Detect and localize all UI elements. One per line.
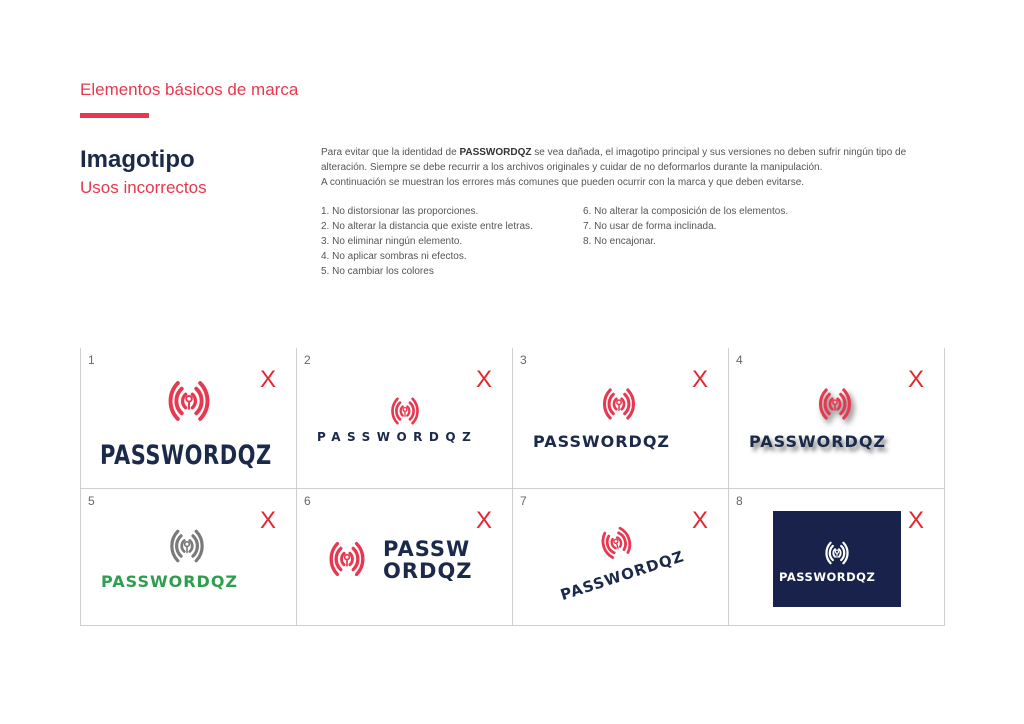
- example-cell-5: [81, 488, 297, 626]
- incorrect-uses-grid: [80, 348, 944, 626]
- rule-item: 2. No alterar la distancia que existe entre letras.: [321, 221, 533, 232]
- intro-text-rest: se vea dañada, el imagotipo principal y sus versiones no deben sufrir ningún tipo de alteración. Siempre se debe recurrir a los archivos originales y cuidar de no deformarlos durante la manipulación.: [321, 147, 907, 173]
- wordmark: PASSWORDQZ: [779, 570, 876, 584]
- x-mark: X: [259, 507, 276, 534]
- wordmark: PASSWORDQZ: [100, 440, 272, 470]
- rule-item: 5. No cambiar los colores: [321, 266, 434, 277]
- intro-text-start: Para evitar que la identidad de: [321, 147, 460, 158]
- wordmark: PASSWORDQZ: [533, 432, 671, 451]
- wordmark-line-2: ORDQZ: [383, 559, 473, 583]
- section-title-underline: [80, 113, 149, 118]
- wireless-signal-keyhole-icon: [807, 382, 863, 426]
- example-cell-7: [513, 488, 729, 626]
- example-cell-4: [729, 348, 945, 488]
- wordmark-line-1: PASSW: [383, 537, 471, 561]
- example-number: 8: [736, 494, 743, 508]
- x-mark: X: [907, 366, 924, 393]
- example-number: 2: [304, 353, 311, 367]
- x-mark: X: [475, 366, 492, 393]
- wireless-signal-keyhole-icon: [159, 523, 215, 569]
- example-cell-1: [81, 348, 297, 488]
- rule-item: 7. No usar de forma inclinada.: [583, 221, 717, 232]
- rule-item: 1. No distorsionar las proporciones.: [321, 206, 479, 217]
- rule-item: 8. No encajonar.: [583, 236, 656, 247]
- example-number: 5: [88, 494, 95, 508]
- rules-column-left: [321, 204, 583, 279]
- example-number: 7: [520, 494, 527, 508]
- x-mark: X: [907, 507, 924, 534]
- rules-column-right: [583, 204, 843, 249]
- wordmark: PASSWORDQZ: [101, 572, 239, 591]
- logo-box: [773, 511, 901, 607]
- example-cell-6: [297, 488, 513, 626]
- wireless-signal-keyhole-icon: [591, 382, 647, 426]
- example-number: 1: [88, 353, 95, 367]
- wireless-signal-keyhole-icon: [161, 370, 217, 432]
- x-mark: X: [691, 366, 708, 393]
- intro-brand: PASSWORDQZ: [459, 147, 532, 158]
- x-mark: X: [475, 507, 492, 534]
- wordmark: PASSWORDQZ: [749, 432, 887, 451]
- page-subtitle: Usos incorrectos: [80, 178, 207, 197]
- wordmark: PASSWORDQZ: [317, 430, 478, 444]
- intro-paragraph: [321, 145, 921, 190]
- wireless-signal-keyhole-icon: [382, 392, 428, 430]
- example-cell-3: [513, 348, 729, 488]
- x-mark: X: [259, 366, 276, 393]
- wireless-signal-keyhole-icon: [315, 535, 379, 583]
- intro-text-continuation: A continuación se muestran los errores más comunes que pueden ocurrir con la marca y que deben evitarse.: [321, 177, 805, 188]
- example-number: 3: [520, 353, 527, 367]
- example-cell-8: [729, 488, 945, 626]
- x-mark: X: [691, 507, 708, 534]
- wireless-signal-keyhole-icon: [817, 537, 857, 569]
- rule-item: 4. No aplicar sombras ni efectos.: [321, 251, 467, 262]
- tilted-logo: [541, 500, 711, 626]
- example-cell-2: [297, 348, 513, 488]
- page-title: Imagotipo: [80, 146, 195, 173]
- example-number: 6: [304, 494, 311, 508]
- rule-item: 3. No eliminar ningún elemento.: [321, 236, 463, 247]
- example-number: 4: [736, 353, 743, 367]
- wordmark: PASSWORDQZ: [558, 547, 687, 605]
- section-title: Elementos básicos de marca: [80, 80, 299, 99]
- rule-item: 6. No alterar la composición de los elementos.: [583, 206, 789, 217]
